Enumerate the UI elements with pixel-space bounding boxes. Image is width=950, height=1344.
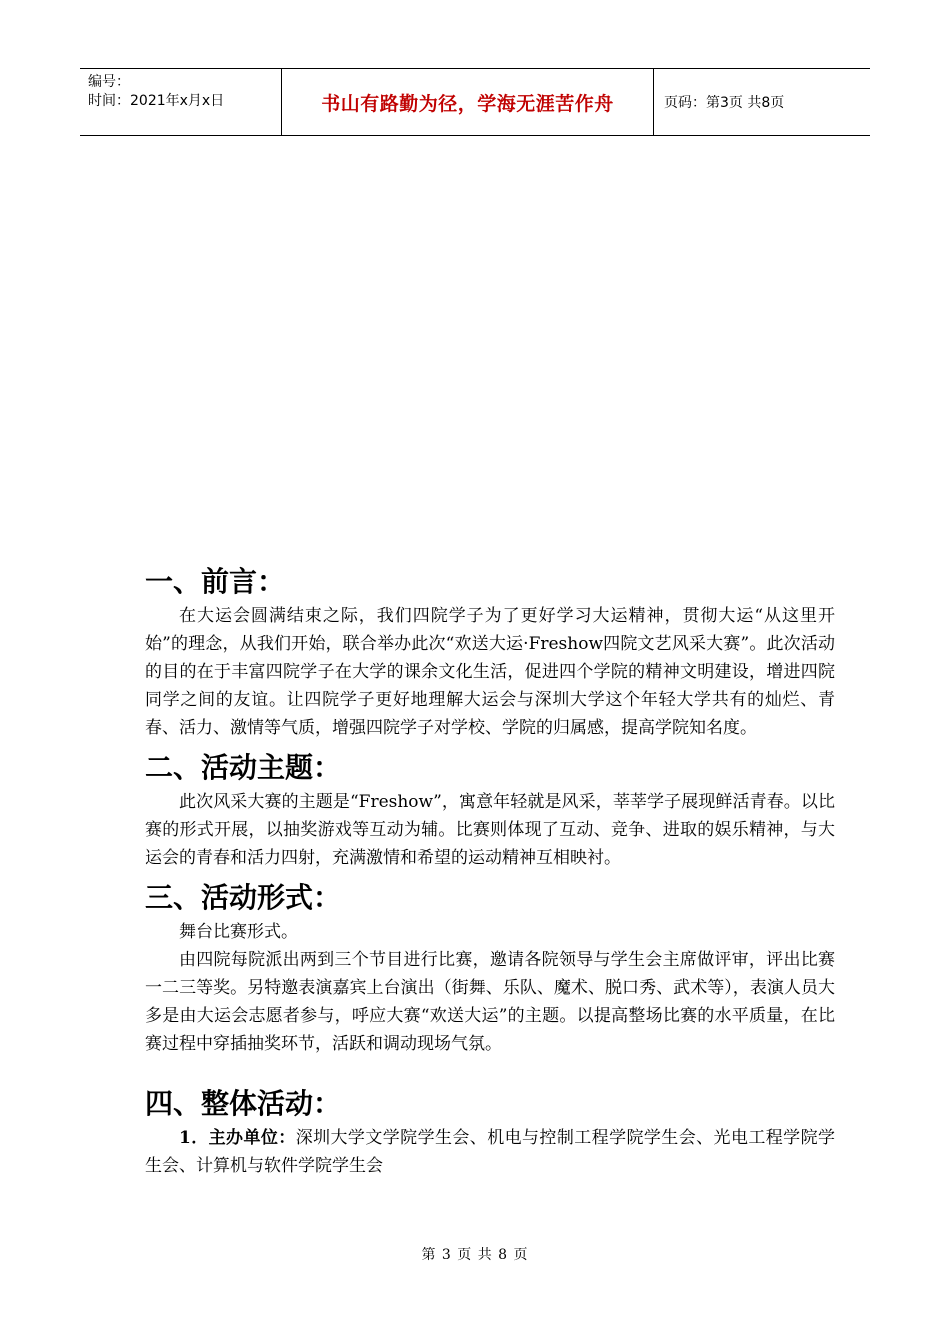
section-heading: 三、活动形式： — [145, 881, 342, 914]
list-item — [145, 1124, 835, 1180]
item-text: 深圳大学文学院学生会、机电与控制工程学院学生会、光电工程学院学生会、计算机与软件学院学生会 — [145, 1128, 835, 1176]
time-label: 时间：2021年x月x日 — [88, 93, 225, 109]
paragraph: 在大运会圆满结束之际，我们四院学子为了更好学习大运精神，贯彻大运“从这里开始”的理念，从我们开始，联合举办此次“欢送大运·Freshow四院文艺风采大赛”。此次活动的目的在于丰富四院学子在大学的课余文化生活，促进四个学院的精神文明建设，增进四院同学之间的友谊。让四院学子更好地理解大运会与深圳大学这个年轻大学共有的灿烂、青春、活力、激情等气质，增强四院学子对学校、学院的归属感，提高学院知名度。 — [145, 606, 835, 738]
section-heading: 一、前言： — [145, 565, 286, 598]
serial-label: 编号： — [88, 74, 130, 90]
page-footer: 第 3 页 共 8 页 — [421, 1247, 529, 1263]
section-overall — [145, 1084, 835, 1180]
paragraph: 舞台比赛形式。 — [179, 922, 298, 942]
section-theme — [145, 748, 835, 872]
paragraph: 此次风采大赛的主题是“Freshow”，寓意年轻就是风采，莘莘学子展现鲜活青春。以比赛的形式开展，以抽奖游戏等互动为辅。比赛则体现了互动、竞争、进取的娱乐精神，与大运会的青春和活力四射，充满激情和希望的运动精神互相映衬。 — [145, 792, 835, 868]
section-heading: 二、活动主题： — [145, 751, 342, 784]
section-preface — [145, 562, 835, 742]
item-label: 1．主办单位： — [179, 1128, 296, 1148]
header-page-info: 页码：第3页 共8页 — [664, 95, 785, 111]
page-header — [80, 68, 870, 136]
header-motto: 书山有路勤为径，学海无涯苦作舟 — [282, 69, 654, 135]
document-body — [145, 562, 835, 1180]
section-heading: 四、整体活动： — [145, 1087, 342, 1120]
header-meta — [80, 69, 282, 135]
paragraph: 由四院每院派出两到三个节目进行比赛，邀请各院领导与学生会主席做评审，评出比赛一二三等奖。另特邀表演嘉宾上台演出（街舞、乐队、魔术、脱口秀、武术等），表演人员大多是由大运会志愿者参与，呼应大赛“欢送大运”的主题。以提高整场比赛的水平质量，在比赛过程中穿插抽奖环节，活跃和调动现场气氛。 — [145, 950, 835, 1054]
section-format — [145, 878, 835, 1058]
